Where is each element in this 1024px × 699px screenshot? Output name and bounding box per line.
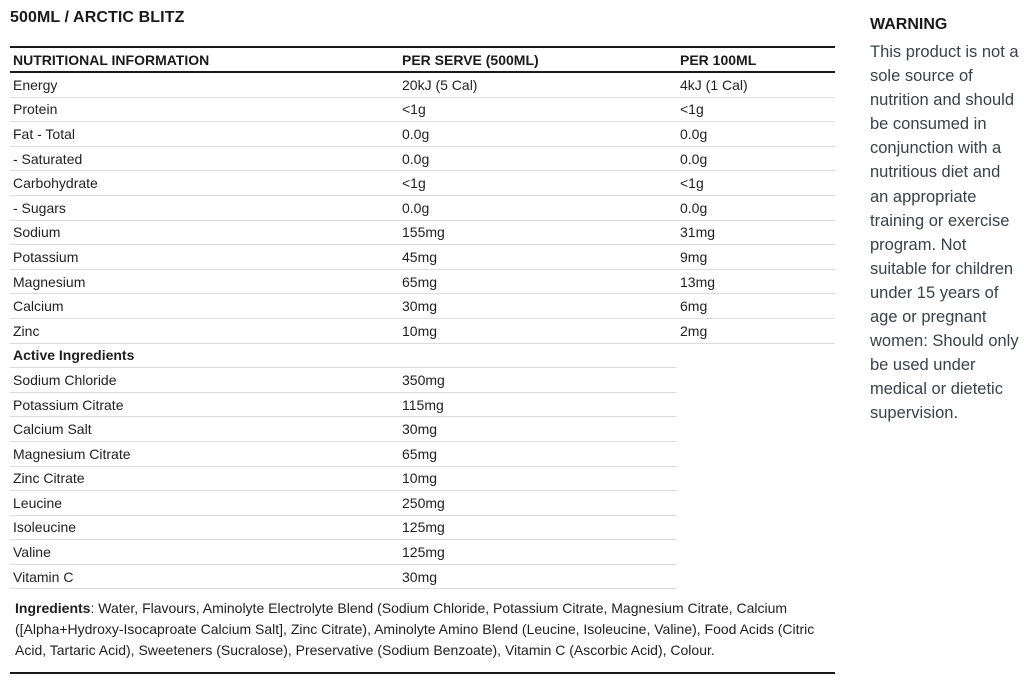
table-row: [10, 294, 835, 319]
active-ingredient-name: Magnesium Citrate: [13, 445, 131, 462]
active-ingredient-amount: 350mg: [402, 371, 445, 388]
per-serve-value: 155mg: [402, 224, 445, 241]
nutrient-name: Calcium: [13, 298, 64, 315]
per-100ml-value: 9mg: [680, 248, 708, 265]
active-ingredient-name: Potassium Citrate: [13, 396, 124, 413]
active-ingredient-amount: 125mg: [402, 519, 445, 536]
table-row: [10, 393, 677, 418]
table-row: [10, 516, 677, 541]
table-row: [10, 171, 835, 196]
per-100ml-value: <1g: [680, 175, 704, 192]
table-row: [10, 122, 835, 147]
active-ingredient-amount: 65mg: [402, 445, 438, 462]
per-100ml-value: 6mg: [680, 298, 708, 315]
active-ingredient-amount: 30mg: [402, 421, 438, 438]
active-ingredient-amount: 10mg: [402, 470, 438, 487]
table-row: [10, 245, 835, 270]
nutrient-name: - Saturated: [13, 150, 83, 167]
table-row: [10, 540, 677, 565]
nutrient-name: Magnesium: [13, 273, 86, 290]
nutrient-name: Protein: [13, 101, 58, 118]
table-row: [10, 491, 677, 516]
table-row: [10, 196, 835, 221]
per-serve-value: 65mg: [402, 273, 438, 290]
active-ingredient-name: Zinc Citrate: [13, 470, 85, 487]
table-row: [10, 565, 677, 590]
active-ingredient-amount: 250mg: [402, 494, 445, 511]
active-ingredient-name: Valine: [13, 544, 51, 561]
per-serve-value: 20kJ (5 Cal): [402, 76, 478, 93]
table-row: [10, 368, 677, 393]
per-100ml-value: 4kJ (1 Cal): [680, 76, 748, 93]
ingredients-text: [15, 598, 835, 661]
nutrient-name: Potassium: [13, 248, 79, 265]
nutrient-name: Sodium: [13, 224, 61, 241]
active-ingredient-rows: [10, 368, 835, 589]
per-100ml-value: 0.0g: [680, 125, 708, 142]
header-per-100ml: PER 100ML: [680, 51, 757, 68]
per-100ml-value: 13mg: [680, 273, 716, 290]
table-row: [10, 319, 835, 344]
nutrition-table: [10, 46, 835, 589]
per-serve-value: 0.0g: [402, 199, 430, 216]
active-ingredient-name: Calcium Salt: [13, 421, 92, 438]
active-ingredients-heading-label: Active Ingredients: [13, 347, 135, 364]
active-ingredient-amount: 30mg: [402, 568, 438, 585]
per-100ml-value: <1g: [680, 101, 704, 118]
nutrient-name: Carbohydrate: [13, 175, 98, 192]
active-ingredient-name: Sodium Chloride: [13, 371, 117, 388]
table-row: [10, 467, 677, 492]
header-nutritional-information: NUTRITIONAL INFORMATION: [13, 51, 210, 68]
page-title: 500ML / ARCTIC BLITZ: [10, 9, 185, 26]
warning-title: WARNING: [870, 16, 948, 33]
per-100ml-value: 31mg: [680, 224, 716, 241]
active-ingredients-heading: [10, 344, 677, 369]
per-100ml-value: 0.0g: [680, 150, 708, 167]
bottom-divider: [10, 672, 835, 674]
table-row: [10, 221, 835, 246]
table-row: [10, 417, 677, 442]
table-row: [10, 270, 835, 295]
table-header-row: [10, 46, 835, 73]
per-serve-value: 30mg: [402, 298, 438, 315]
per-serve-value: 45mg: [402, 248, 438, 265]
per-serve-value: 0.0g: [402, 125, 430, 142]
warning-text: This product is not a sole source of nutrition and should be consumed in conjunction with a nutritious diet and an appropriate training or exercise program. Not suitable for children under 15 years of age or pregnant women: Should only be used under medical or dietetic supervision.: [870, 43, 1019, 423]
nutrient-name: Fat - Total: [13, 125, 75, 142]
table-row: [10, 73, 835, 98]
per-serve-value: <1g: [402, 175, 426, 192]
active-ingredient-name: Leucine: [13, 494, 63, 511]
active-ingredient-amount: 115mg: [402, 396, 444, 413]
table-row: [10, 442, 677, 467]
active-ingredient-name: Isoleucine: [13, 519, 77, 536]
nutrient-name: Energy: [13, 76, 58, 93]
per-serve-value: 0.0g: [402, 150, 430, 167]
nutrient-name: Zinc: [13, 322, 40, 339]
per-100ml-value: 2mg: [680, 322, 708, 339]
table-row: [10, 98, 835, 123]
per-serve-value: 10mg: [402, 322, 438, 339]
warning-panel: [870, 16, 1020, 426]
header-per-serve: PER SERVE (500ML): [402, 51, 539, 68]
active-ingredient-name: Vitamin C: [13, 568, 74, 585]
per-serve-value: <1g: [402, 101, 426, 118]
ingredients-label: Ingredients: [15, 600, 91, 616]
ingredients-list: : Water, Flavours, Aminolyte Electrolyte Blend (Sodium Chloride, Potassium Citrate, Magnesium Citrate, Calcium ([Alpha+Hydroxy-Isocaproate Calcium Salt], Zinc Citrate), Aminolyte Amino Blend (Leucine, Isoleucine, Valine), Food Acids (Citric Acid, Tartaric Acid), Sweeteners (Sucralose), Preservative (Sodium Benzoate), Vitamin C (Ascorbic Acid), Colour.: [15, 600, 815, 658]
nutrition-rows: [10, 73, 835, 344]
active-ingredient-amount: 125mg: [402, 544, 445, 561]
per-100ml-value: 0.0g: [680, 199, 708, 216]
nutrient-name: - Sugars: [13, 199, 66, 216]
table-row: [10, 147, 835, 172]
